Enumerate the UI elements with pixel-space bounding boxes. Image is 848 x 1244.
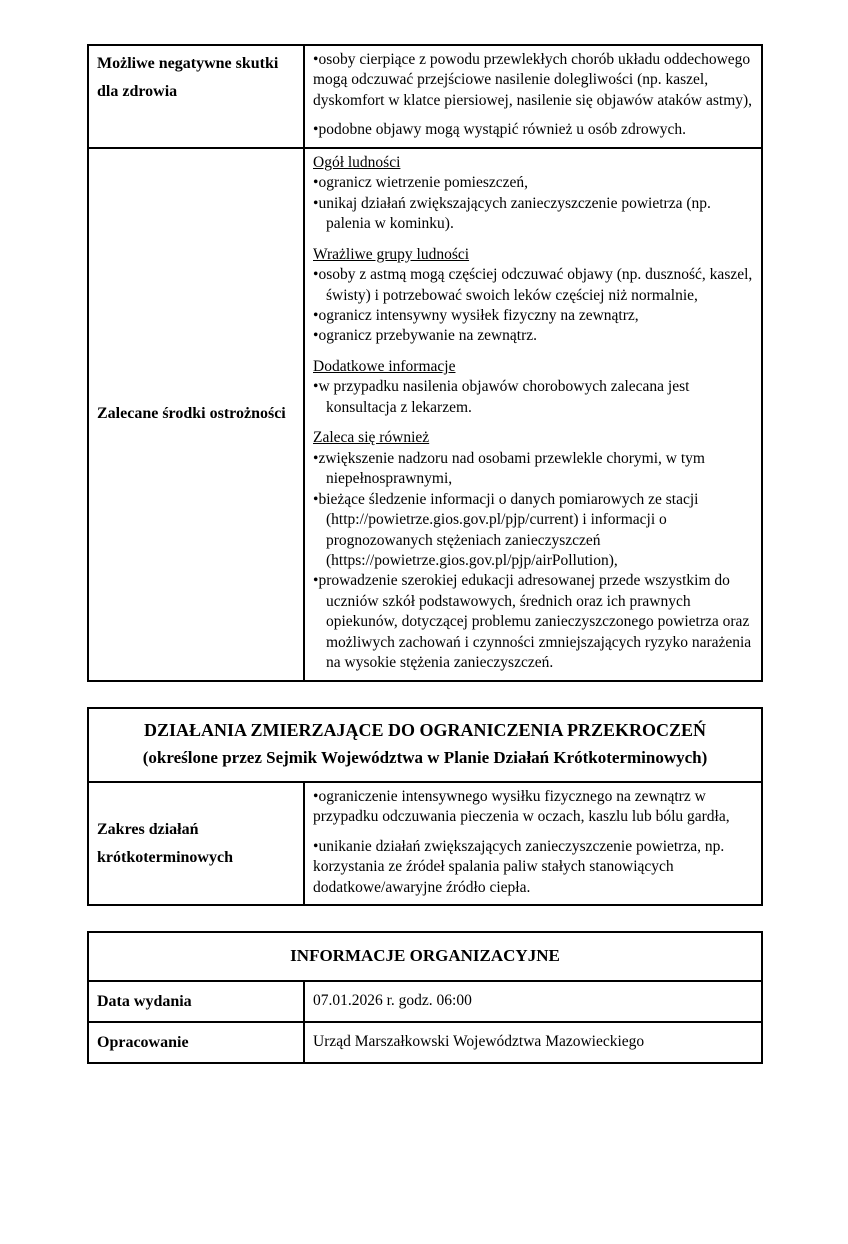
list-item: • w przypadku nasilenia objawów chorobowych zalecana jest konsultacja z lekarzem. (313, 377, 753, 418)
actions-scope-label: Zakres działań krótkoterminowych (88, 782, 304, 905)
table-row (88, 708, 762, 782)
air-quality-alert-document (87, 44, 761, 1064)
table-row (88, 45, 762, 148)
precautions-section-general (313, 153, 753, 235)
actions-scope-cell (304, 782, 762, 905)
prepared-by-label: Opracowanie (88, 1022, 304, 1063)
health-effects-cell (304, 45, 762, 148)
list-item: • podobne objawy mogą wystąpić również u osób zdrowych. (313, 120, 753, 140)
actions-title-cell (88, 708, 762, 782)
prepared-by-value: Urząd Marszałkowski Województwa Mazowieckiego (304, 1022, 762, 1063)
health-precautions-table (87, 44, 763, 682)
precautions-section-additional (313, 357, 753, 418)
org-info-title: INFORMACJE ORGANIZACYJNE (88, 932, 762, 980)
section-heading: Dodatkowe informacje (313, 357, 456, 375)
issue-date-label: Data wydania (88, 981, 304, 1022)
precautions-section-sensitive (313, 245, 753, 347)
list-item: • bieżące śledzenie informacji o danych pomiarowych ze stacji (http://powietrze.gios.gov.pl/pjp/current) i informacji o prognozowanych stężeniach zanieczyszczeń (https://powietrze.gios.gov.pl/pjp/airPollution), (313, 490, 753, 572)
table-spacer (87, 906, 761, 931)
actions-subtitle: (określone przez Sejmik Województwa w Planie Działań Krótkoterminowych) (142, 748, 708, 768)
section-heading: Wrażliwe grupy ludności (313, 245, 470, 263)
issue-date-value: 07.01.2026 r. godz. 06:00 (304, 981, 762, 1022)
list-item: • osoby z astmą mogą częściej odczuwać objawy (np. duszność, kaszel, świsty) i potrzebować swoich leków częściej niż normalnie, (313, 265, 753, 306)
list-item: • ograniczenie intensywnego wysiłku fizycznego na zewnątrz w przypadku odczuwania pieczenia w oczach, kaszlu lub bólu gardła, (313, 787, 753, 828)
table-row (88, 932, 762, 980)
table-spacer (87, 682, 761, 707)
health-effects-label: Możliwe negatywne skutki dla zdrowia (88, 45, 304, 148)
section-heading: Ogół ludności (313, 153, 401, 171)
list-item: • ogranicz przebywanie na zewnątrz. (313, 326, 753, 346)
precautions-cell (304, 148, 762, 681)
list-item: • prowadzenie szerokiej edukacji adresowanej przede wszystkim do uczniów szkół podstawowych, średnich oraz ich prawnych opiekunów, dotyczącej problemu zanieczyszczonego powietrza oraz możliwych zachowań i czynności zmniejszających ryzyko narażenia na wysokie stężenia zanieczyszczeń. (313, 571, 753, 673)
list-item: • ogranicz wietrzenie pomieszczeń, (313, 173, 753, 193)
list-item: • unikaj działań zwiększających zanieczyszczenie powietrza (np. palenia w kominku). (313, 194, 753, 235)
table-row (88, 1022, 762, 1063)
org-info-table (87, 931, 763, 1064)
actions-table (87, 707, 763, 906)
list-item: • osoby cierpiące z powodu przewlekłych chorób układu oddechowego mogą odczuwać przejściowe nasilenie dolegliwości (np. kaszel, dyskomfort w klatce piersiowej, nasilenie się objawów ataków astmy), (313, 50, 753, 111)
list-item: • ogranicz intensywny wysiłek fizyczny na zewnątrz, (313, 306, 753, 326)
precautions-label: Zalecane środki ostrożności (88, 148, 304, 681)
table-row (88, 981, 762, 1022)
section-heading: Zaleca się również (313, 429, 430, 447)
list-item: • zwiększenie nadzoru nad osobami przewlekle chorymi, w tym niepełnosprawnymi, (313, 449, 753, 490)
actions-title: DZIAŁANIA ZMIERZAJĄCE DO OGRANICZENIA PRZEKROCZEŃ (143, 719, 707, 740)
table-row (88, 148, 762, 681)
list-item: • unikanie działań zwiększających zanieczyszczenie powietrza, np. korzystania ze źródeł spalania paliw stałych stanowiących dodatkowe/awaryjne źródło ciepła. (313, 837, 753, 898)
precautions-section-recommended (313, 428, 753, 673)
table-row (88, 782, 762, 905)
